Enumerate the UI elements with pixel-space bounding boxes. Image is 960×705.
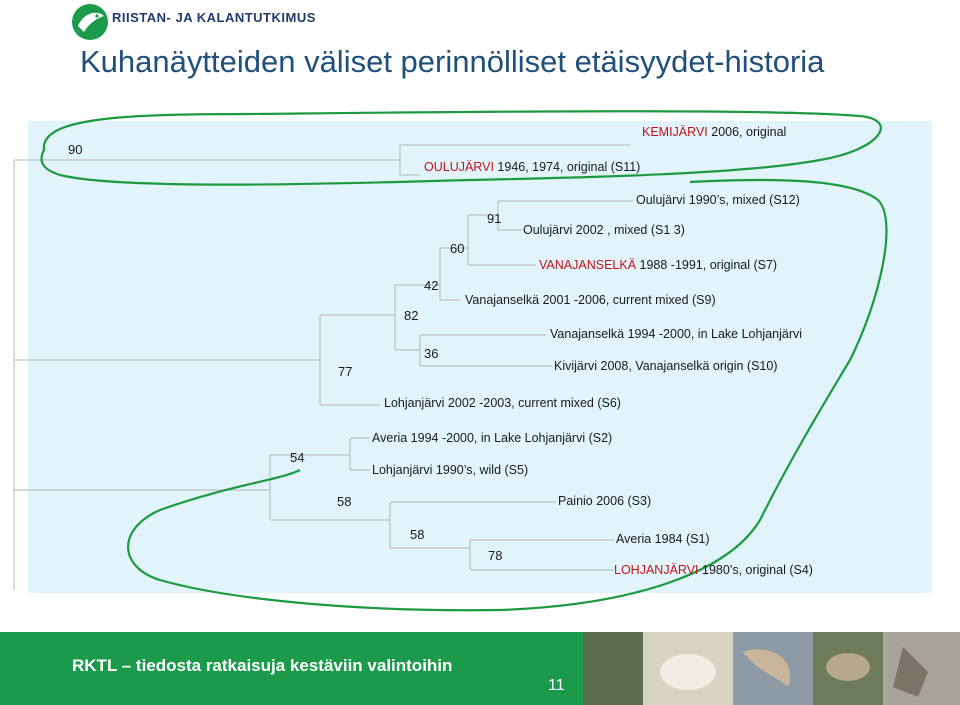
leaf-label: Oulujärvi 2002 , mixed (S1 3) bbox=[523, 223, 685, 237]
node-label: 36 bbox=[424, 346, 439, 361]
leaf-label: Lohjanjärvi 1990’s, wild (S5) bbox=[372, 463, 529, 477]
leaf-label: Averia 1984 (S1) bbox=[616, 532, 710, 546]
node-label: 42 bbox=[424, 278, 439, 293]
page-number: 11 bbox=[548, 677, 565, 694]
leaf-label: LOHJANJÄRVI 1980’s, original (S4) bbox=[614, 563, 813, 577]
node-label: 78 bbox=[488, 548, 503, 563]
leaf-label: Vanajanselkä 2001 -2006, current mixed (S9) bbox=[465, 293, 716, 307]
node-label: 91 bbox=[487, 211, 502, 226]
leaf-label: OULUJÄRVI 1946, 1974, original (S11) bbox=[424, 160, 641, 174]
leaf-label: Kivijärvi 2008, Vanajanselkä origin (S10) bbox=[554, 359, 778, 373]
node-label: 82 bbox=[404, 308, 419, 323]
node-label: 60 bbox=[450, 241, 465, 256]
leaf-label: Averia 1994 -2000, in Lake Lohjanjärvi (S2) bbox=[372, 431, 613, 445]
leaf-label: Oulujärvi 1990’s, mixed (S12) bbox=[636, 193, 800, 207]
leaf-label: Painio 2006 (S3) bbox=[558, 494, 652, 508]
page-title: Kuhanäytteiden väliset perinnölliset etäisyydet-historia bbox=[80, 44, 825, 79]
footer-tagline: RKTL – tiedosta ratkaisuja kestäviin valintoihin bbox=[72, 656, 453, 675]
leaf-label: VANAJANSELKÄ 1988 -1991, original (S7) bbox=[539, 258, 778, 272]
node-label: 90 bbox=[68, 142, 83, 157]
wildlife-photo-icon bbox=[583, 632, 960, 705]
leaf-label: Vanajanselkä 1994 -2000, in Lake Lohjanjärvi bbox=[550, 327, 803, 341]
node-label: 77 bbox=[338, 364, 353, 379]
nature-photo-strip bbox=[583, 632, 960, 705]
node-label: 58 bbox=[410, 527, 425, 542]
leaf-label: KEMIJÄRVI 2006, original bbox=[642, 125, 787, 139]
org-name: RIISTAN- JA KALANTUTKIMUS bbox=[112, 10, 316, 25]
leaf-label: Lohjanjärvi 2002 -2003, current mixed (S6) bbox=[384, 396, 621, 410]
node-label: 54 bbox=[290, 450, 305, 465]
node-label: 58 bbox=[337, 494, 352, 509]
